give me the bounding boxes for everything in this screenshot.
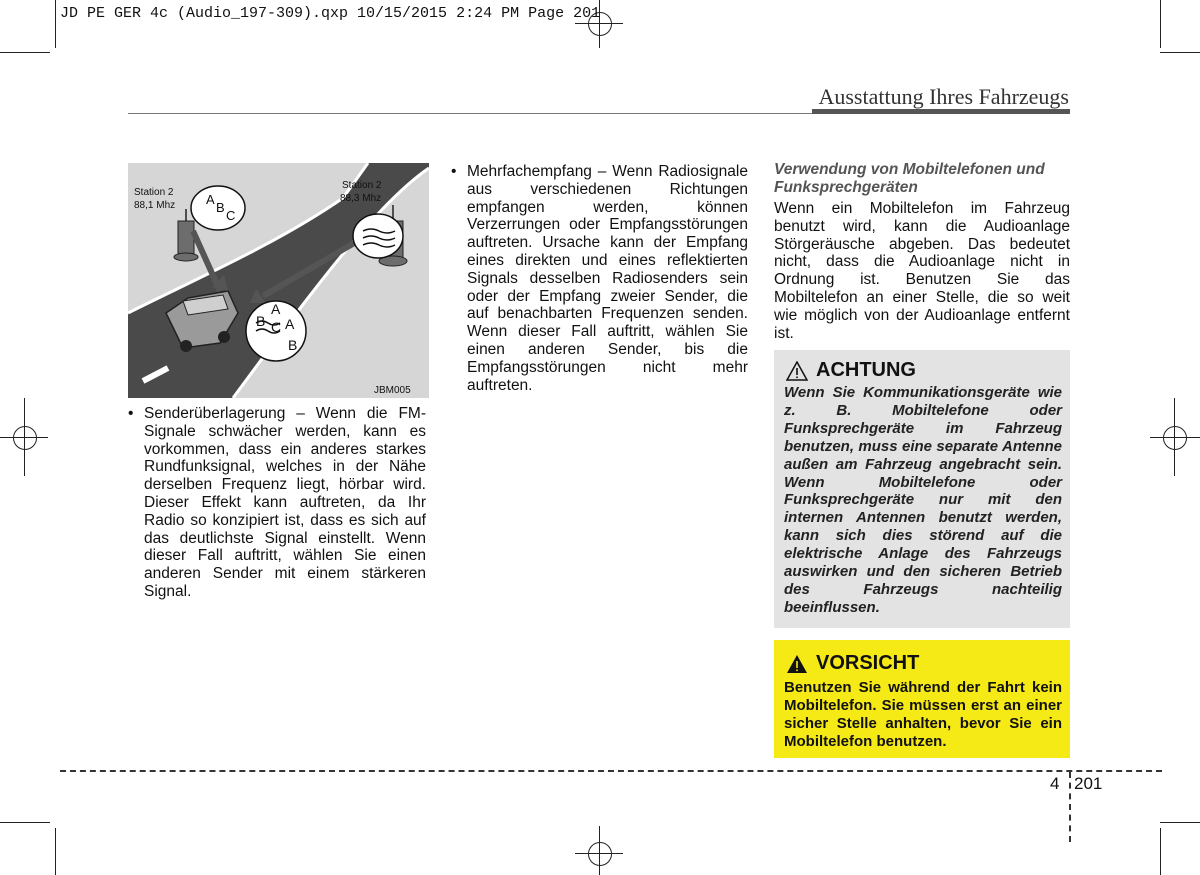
station-right-frequency: 88,3 Mhz <box>340 193 382 204</box>
bullet: • <box>451 163 457 180</box>
registration-mark-line <box>575 23 623 24</box>
print-slug: JD PE GER 4c (Audio_197-309).qxp 10/15/2015 2:24 PM Page 201 <box>60 5 601 22</box>
section-body: Wenn ein Mobiltelefon im Fahrzeug benutzt wird, kann die Audioanlage Störgeräusche abgeben. Das bedeutet nicht, dass die Audioanlage nicht in Ordnung ist. Benutzen Sie das Mobiltelefon an einer Stelle, die so weit wie möglich von der Audioanlage entfernt ist. <box>774 200 1070 342</box>
footer-rule <box>60 770 1162 772</box>
achtung-title-text: ACHTUNG <box>816 359 916 381</box>
bubble-letter: A <box>271 301 281 317</box>
registration-mark <box>1163 426 1187 450</box>
page-number: 201 <box>1074 774 1103 793</box>
bubble-letter: A <box>285 316 295 332</box>
station-left-frequency: 88,1 Mhz <box>134 200 176 211</box>
station-right-name: Station 2 <box>342 180 382 191</box>
crop-mark <box>1160 822 1200 823</box>
registration-mark-line <box>1150 437 1200 438</box>
speech-bubble <box>353 214 403 258</box>
bubble-letter: A <box>206 192 215 207</box>
warning-outline-icon <box>786 361 808 381</box>
achtung-text: Wenn Sie Kommunikationsgeräte wie z. B. Mobiltelefone oder Funksprechgeräte im Fahrzeug benutzen, muss eine separate Antenne außen am Fahrzeug angebracht sein. Wenn Mobiltelefone oder Funksprechgeräte nur mit den internen Antennen benutzt werden, kann sich dies störend auf die elektrische Anlage des Fahrzeugs auswirken und den sicheren Betrieb des Fahrzeugs nachteilig beeinflussen. <box>784 384 1062 616</box>
warning-filled-icon <box>786 654 808 674</box>
crop-mark <box>0 822 50 823</box>
bubble-letter: B <box>288 337 298 353</box>
crop-mark <box>0 52 50 53</box>
crop-mark <box>55 828 56 875</box>
registration-mark-line <box>0 437 48 438</box>
bullet: • <box>128 405 134 422</box>
registration-mark-line <box>599 826 600 875</box>
figure-code: JBM005 <box>374 385 411 396</box>
list-item-text: Senderüberlagerung – Wenn die FM-Signale schwächer werden, kann es vorkommen, dass ein anderes starkes Rundfunksignal, welches in der Nähe derselben Frequenz liegt, hörbar wird. Dieser Effekt kann auftreten, da Ihr Radio so konzipiert ist, dass es sich auf das deutlichste Signal einstellt. Wenn dieser Fall auftritt, wählen Sie einen anderen Sender mit einem stärkeren Signal. <box>144 405 426 600</box>
vorsicht-title-text: VORSICHT <box>816 652 920 674</box>
bubble-letter: B <box>216 200 225 215</box>
vorsicht-title <box>786 652 919 675</box>
achtung-title <box>786 359 916 382</box>
vorsicht-text: Benutzen Sie während der Fahrt kein Mobiltelefon. Sie müssen erst an einer sicher Stelle anhalten, bevor Sie ein Mobiltelefon benutzen. <box>784 679 1062 750</box>
chapter-number: 4 <box>1050 774 1060 793</box>
crop-mark <box>55 0 56 48</box>
crop-mark <box>1160 828 1161 875</box>
reception-illustration <box>128 163 429 398</box>
registration-mark-line <box>575 853 623 854</box>
section-title: Ausstattung Ihres Fahrzeugs <box>818 84 1069 109</box>
list-item-multipath <box>451 163 748 394</box>
crop-mark <box>1160 0 1161 48</box>
bubble-letter: B <box>256 313 266 329</box>
bubble-letter: C <box>271 319 282 335</box>
registration-mark <box>588 842 612 866</box>
registration-mark <box>13 426 37 450</box>
vorsicht-notice <box>774 640 1070 758</box>
page-number-separator <box>1069 772 1071 842</box>
station-left-name: Station 2 <box>134 187 174 198</box>
section-heading: Verwendung von Mobiltelefonen und Funksprechgeräten <box>774 161 1045 196</box>
list-item-text: Mehrfachempfang – Wenn Radiosignale aus verschiedenen Richtungen empfangen werden, können Verzerrungen oder Empfangsstörungen auftreten. Ursache kann der Empfang eines direkten und eines reflektierten Signals desselben Radiosenders sein oder der Empfang zweier Sender, die auf benachbarten Frequenzen senden. Wenn dieser Fall auftritt, wählen Sie einen anderen Sender, bis die Empfangsstörungen nicht mehr auftreten. <box>467 163 748 394</box>
bubble-letter: C <box>226 208 236 223</box>
achtung-notice <box>774 350 1070 628</box>
header-rule-accent <box>812 109 1070 114</box>
crop-mark <box>1160 52 1200 53</box>
list-item-sender-overlap <box>128 405 426 601</box>
